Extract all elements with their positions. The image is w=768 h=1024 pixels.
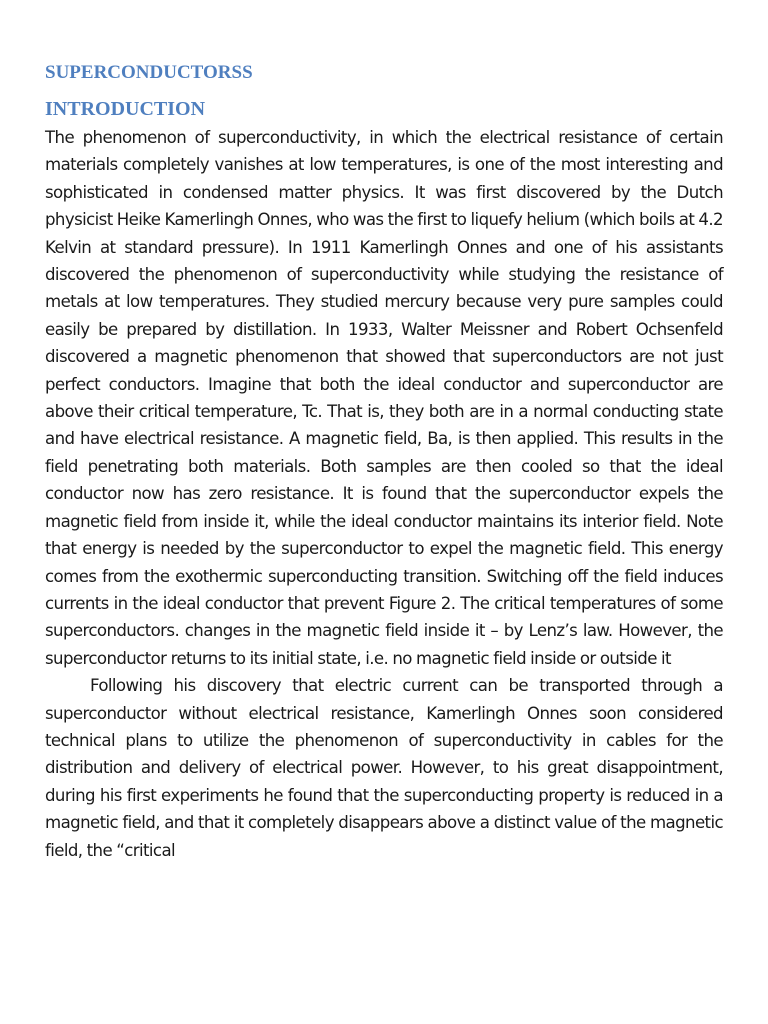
- paragraph-2: Following his discovery that electric current can be transported through a superconductor without electrical resistance, Kamerlingh Onnes soon considered technical plans to utilize the phenomenon of superconductivity in cables for the distribution and delivery of electrical power. However, to his great disappointment, during his first experiments he found that the superconducting property is reduced in a magnetic field, and that it completely disappears above a distinct value of the magnetic field, the “critical: [45, 676, 723, 860]
- document-body: [45, 58, 723, 864]
- section-heading-introduction: INTRODUCTION: [45, 98, 206, 120]
- paragraph-1: The phenomenon of superconductivity, in which the electrical resistance of certain materials completely vanishes at low temperatures, is one of the most interesting and sophisticated in condensed matter physics. It was first discovered by the Dutch physicist Heike Kamerlingh Onnes, who was the first to liquefy helium (which boils at 4.2 Kelvin at standard pressure). In 1911 Kamerlingh Onnes and one of his assistants discovered the phenomenon of superconductivity while studying the resistance of metals at low temperatures. They studied mercury because very pure samples could easily be prepared by distillation. In 1933, Walter Meissner and Robert Ochsenfeld discovered a magnetic phenomenon that showed that superconductors are not just perfect conductors. Imagine that both the ideal conductor and superconductor are above their critical temperature, Tc. That is, they both are in a normal conducting state and have electrical resistance. A magnetic field, Ba, is then applied. This results in the field penetrating both materials. Both samples are then cooled so that the ideal conductor now has zero resistance. It is found that the superconductor expels the magnetic field from inside it, while the ideal conductor maintains its interior field. Note that energy is needed by the superconductor to expel the magnetic field. This energy comes from the exothermic superconducting transition. Switching off the field induces currents in the ideal conductor that prevent Figure 2. The critical temperatures of some superconductors. changes in the magnetic field inside it – by Lenz’s law. However, the superconductor returns to its initial state, i.e. no magnetic field inside or outside it: [45, 128, 723, 668]
- document-title: SUPERCONDUCTORSS: [45, 62, 253, 83]
